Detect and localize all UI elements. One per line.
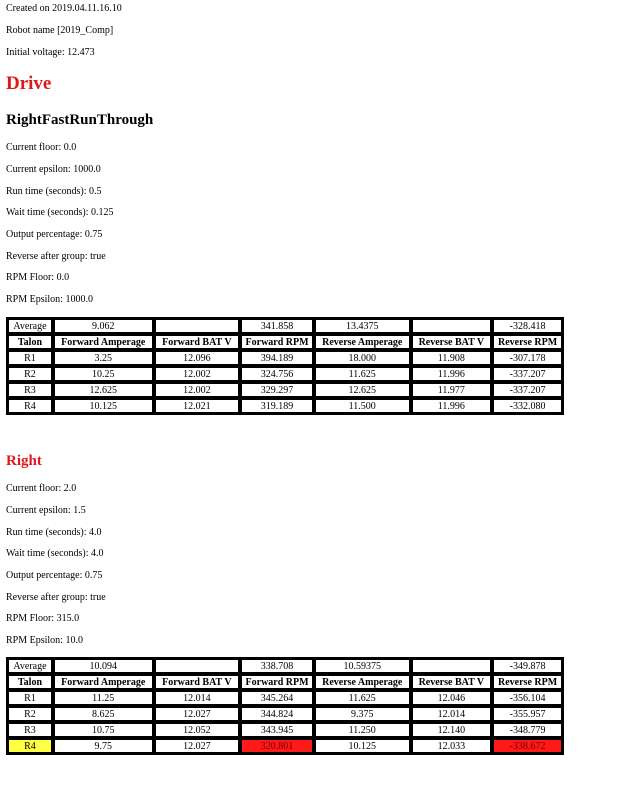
section-title: Drive xyxy=(6,73,52,94)
table-cell-fail: 320.801 xyxy=(240,738,314,754)
table-cell xyxy=(154,658,241,674)
table-cell: 345.264 xyxy=(240,690,314,706)
table-cell: 9.375 xyxy=(314,706,411,722)
initial-voltage-line: Initial voltage: 12.473 xyxy=(6,47,95,58)
talon-id: R1 xyxy=(7,350,53,366)
average-label: Average xyxy=(7,658,53,674)
talon-id: R3 xyxy=(7,722,53,738)
column-header: Forward Amperage xyxy=(53,334,154,350)
column-header: Reverse RPM xyxy=(492,674,563,690)
param-line: Current epsilon: 1000.0 xyxy=(6,164,101,175)
table-cell: 12.140 xyxy=(411,722,493,738)
table-row xyxy=(7,398,563,414)
table-cell: -332.080 xyxy=(492,398,563,414)
param-line: Run time (seconds): 0.5 xyxy=(6,186,102,197)
column-header: Reverse Amperage xyxy=(314,674,411,690)
table-cell: 12.625 xyxy=(314,382,411,398)
table-cell: -337.207 xyxy=(492,382,563,398)
table-cell: 344.824 xyxy=(240,706,314,722)
table-row xyxy=(7,690,563,706)
average-row xyxy=(7,658,563,674)
table-cell xyxy=(411,318,493,334)
table-row xyxy=(7,366,563,382)
table-cell: 11.977 xyxy=(411,382,493,398)
talon-id: R4 xyxy=(7,398,53,414)
table-cell: 338.708 xyxy=(240,658,314,674)
param-line: Reverse after group: true xyxy=(6,251,106,262)
talon-id: R2 xyxy=(7,706,53,722)
test-title: RightFastRunThrough xyxy=(6,112,154,128)
table-cell: 3.25 xyxy=(53,350,154,366)
column-header: Forward RPM xyxy=(240,334,314,350)
talon-id: R3 xyxy=(7,382,53,398)
table-cell: 9.75 xyxy=(53,738,154,754)
param-line: Current floor: 0.0 xyxy=(6,142,77,153)
table-cell: 10.25 xyxy=(53,366,154,382)
table-cell: 10.75 xyxy=(53,722,154,738)
table-cell: 12.014 xyxy=(411,706,493,722)
table-cell: 8.625 xyxy=(53,706,154,722)
talon-id: R2 xyxy=(7,366,53,382)
test-title: Right xyxy=(6,453,42,469)
header-row xyxy=(7,334,563,350)
average-row xyxy=(7,318,563,334)
table-cell: 329.297 xyxy=(240,382,314,398)
table-cell: 10.125 xyxy=(53,398,154,414)
table-row xyxy=(7,350,563,366)
param-line: Output percentage: 0.75 xyxy=(6,570,103,581)
table-cell: 11.625 xyxy=(314,690,411,706)
param-line: Current epsilon: 1.5 xyxy=(6,505,86,516)
table-cell: 18.000 xyxy=(314,350,411,366)
table-cell: 341.858 xyxy=(240,318,314,334)
table-cell: 11.250 xyxy=(314,722,411,738)
table-cell: 324.756 xyxy=(240,366,314,382)
results-table xyxy=(6,317,564,415)
talon-id: R1 xyxy=(7,690,53,706)
param-line: Current floor: 2.0 xyxy=(6,483,77,494)
column-header: Forward BAT V xyxy=(154,674,241,690)
column-header: Talon xyxy=(7,674,53,690)
table-cell: 12.625 xyxy=(53,382,154,398)
param-line: Wait time (seconds): 4.0 xyxy=(6,548,104,559)
table-cell: 12.021 xyxy=(154,398,241,414)
table-cell: 10.59375 xyxy=(314,658,411,674)
table-cell: -348.779 xyxy=(492,722,563,738)
table-cell: 12.052 xyxy=(154,722,241,738)
table-cell: 13.4375 xyxy=(314,318,411,334)
table-cell: -349.878 xyxy=(492,658,563,674)
table-cell: 12.014 xyxy=(154,690,241,706)
table-row xyxy=(7,382,563,398)
table-cell: 12.027 xyxy=(154,706,241,722)
param-line: Reverse after group: true xyxy=(6,592,106,603)
table-cell: 319.189 xyxy=(240,398,314,414)
table-cell: 12.033 xyxy=(411,738,493,754)
table-row xyxy=(7,738,563,754)
table-row xyxy=(7,722,563,738)
table-cell: 10.125 xyxy=(314,738,411,754)
table-cell: 11.908 xyxy=(411,350,493,366)
table-cell-fail: -338.672 xyxy=(492,738,563,754)
table-cell: 9.062 xyxy=(53,318,154,334)
table-cell: 11.500 xyxy=(314,398,411,414)
table-cell xyxy=(154,318,241,334)
table-cell: 12.096 xyxy=(154,350,241,366)
param-line: Wait time (seconds): 0.125 xyxy=(6,207,114,218)
column-header: Forward Amperage xyxy=(53,674,154,690)
talon-id-warning: R4 xyxy=(7,738,53,754)
results-table xyxy=(6,657,564,755)
table-cell: -307.178 xyxy=(492,350,563,366)
param-line: RPM Epsilon: 1000.0 xyxy=(6,294,93,305)
table-cell: 343.945 xyxy=(240,722,314,738)
table-cell xyxy=(411,658,493,674)
table-cell: 11.996 xyxy=(411,398,493,414)
table-cell: -355.957 xyxy=(492,706,563,722)
average-label: Average xyxy=(7,318,53,334)
table-cell: 12.046 xyxy=(411,690,493,706)
column-header: Talon xyxy=(7,334,53,350)
param-line: Output percentage: 0.75 xyxy=(6,229,103,240)
table-cell: -337.207 xyxy=(492,366,563,382)
table-row xyxy=(7,706,563,722)
table-cell: 11.996 xyxy=(411,366,493,382)
table-cell: 12.002 xyxy=(154,366,241,382)
table-cell: 12.027 xyxy=(154,738,241,754)
column-header: Reverse RPM xyxy=(492,334,563,350)
param-line: RPM Epsilon: 10.0 xyxy=(6,635,83,646)
param-line: RPM Floor: 0.0 xyxy=(6,272,70,283)
column-header: Forward RPM xyxy=(240,674,314,690)
param-line: Run time (seconds): 4.0 xyxy=(6,527,102,538)
robot-name-line: Robot name [2019_Comp] xyxy=(6,25,114,36)
param-line: RPM Floor: 315.0 xyxy=(6,613,80,624)
column-header: Reverse BAT V xyxy=(411,674,493,690)
table-cell: 11.625 xyxy=(314,366,411,382)
table-cell: 394.189 xyxy=(240,350,314,366)
header-row xyxy=(7,674,563,690)
table-cell: 11.25 xyxy=(53,690,154,706)
column-header: Reverse Amperage xyxy=(314,334,411,350)
table-cell: -356.104 xyxy=(492,690,563,706)
table-cell: -328.418 xyxy=(492,318,563,334)
table-cell: 12.002 xyxy=(154,382,241,398)
column-header: Forward BAT V xyxy=(154,334,241,350)
column-header: Reverse BAT V xyxy=(411,334,493,350)
table-cell: 10.094 xyxy=(53,658,154,674)
created-line: Created on 2019.04.11.16.10 xyxy=(6,3,122,14)
